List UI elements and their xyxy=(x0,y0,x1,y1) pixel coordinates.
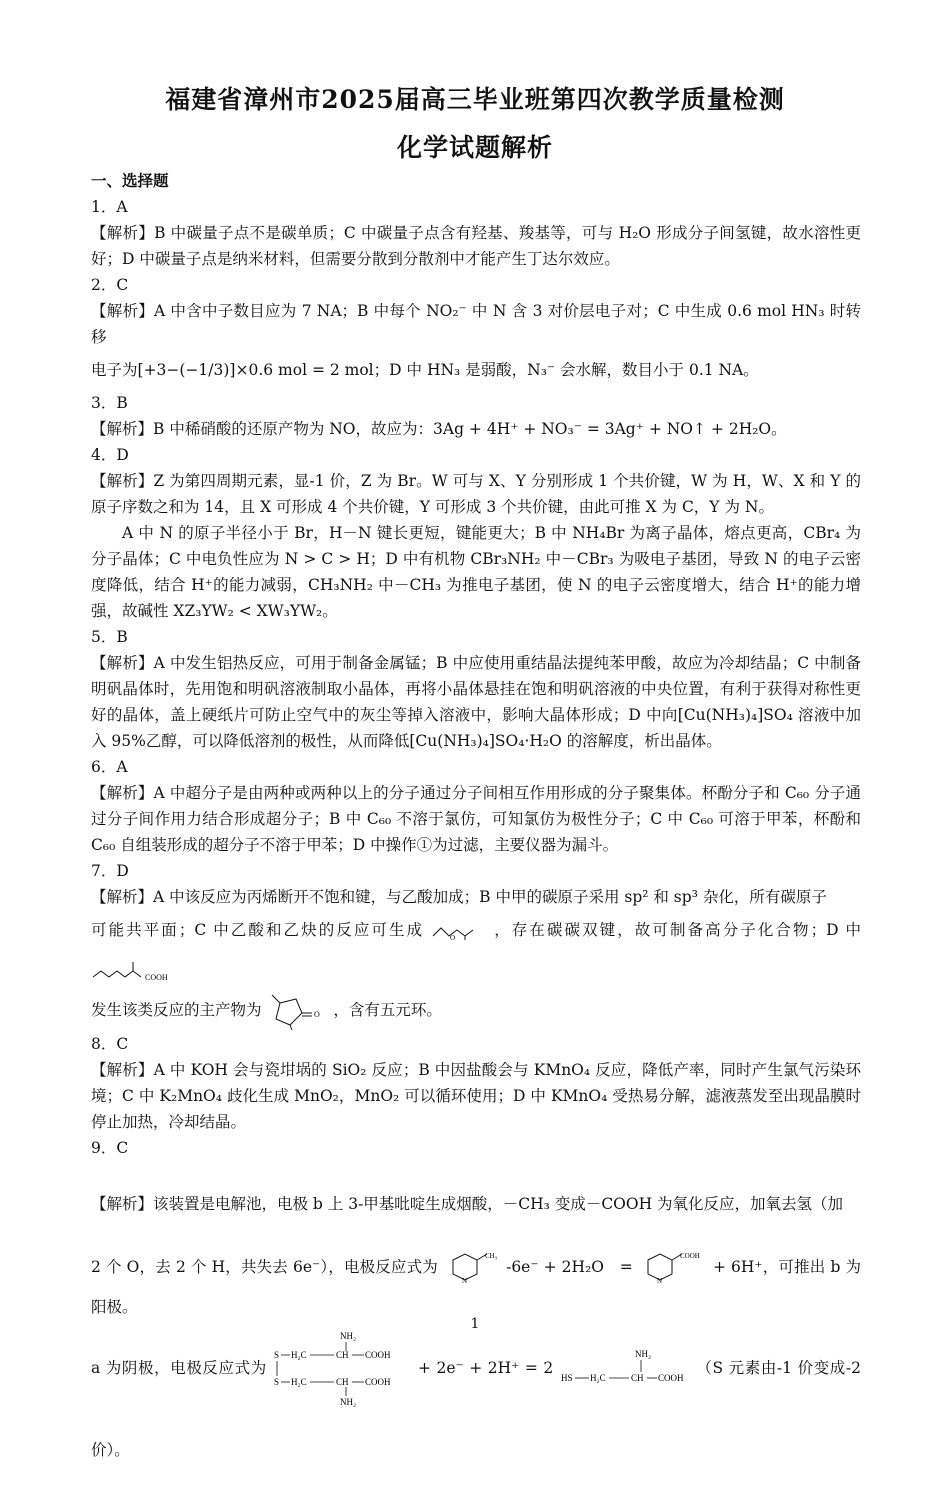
q9-b1: 2 个 O，去 2 个 H，共失去 6e⁻），电极反应式为 xyxy=(91,1258,438,1276)
question-8-answer: 8．C xyxy=(91,1035,129,1053)
nicotinic-n-label: N xyxy=(656,1277,662,1285)
pyridine-n-label: N xyxy=(461,1277,468,1285)
question-9-explanation-c xyxy=(91,1327,861,1491)
cystine-s-bottom: S xyxy=(274,1377,280,1387)
section-heading: 一、选择题 xyxy=(91,171,169,190)
cystine-cooh-bottom: COOH xyxy=(365,1377,391,1387)
carboxyl-label: COOH xyxy=(679,1252,700,1260)
question-4-explanation-2: A 中 N 的原子半径小于 Br，H－N 键长更短，键能更大；B 中 NH₄Br 为离子晶体，熔点更高，CBr₄ 为分子晶体；C 中电负性应为 N > C > H；D 中有机物 CBr₃NH₂ 中－CBr₃ 为吸电子基团，导致 N 的电子云密度降低，结合 H⁺的能力减弱，CH₃NH₂ 中－CH₃ 为推电子基团，使 N 的电子云密度增大，结合 H⁺的能力增强，故碱性 XZ₃YW₂ < XW₃YW₂。 xyxy=(91,524,861,620)
cystine-h2c-bottom: H₂C xyxy=(291,1377,308,1387)
document-title: 福建省漳州市2025届高三毕业班第四次教学质量检测 xyxy=(165,85,785,114)
cooh-label: COOH xyxy=(145,973,168,982)
question-3-explanation: 【解析】B 中稀硝酸的还原产物为 NO，故应为：3Ag + 4H⁺ + NO₃⁻ = 3Ag⁺ + NO↑ + 2H₂O。 xyxy=(91,420,787,438)
question-1-answer: 1．A xyxy=(91,198,128,216)
q9-c1: a 为阴极，电极反应式为 xyxy=(91,1359,267,1377)
q2-prefix: 电子为 xyxy=(91,361,138,379)
cysteine-cooh: COOH xyxy=(657,1373,684,1383)
cystine-nh2-top: NH₂ xyxy=(340,1331,357,1341)
page-number: 1 xyxy=(470,1316,480,1332)
q7-c2: ，含有五元环。 xyxy=(333,1001,442,1019)
q2-suffix: ；D 中 HN₃ 是弱酸，N₃⁻ 会水解，数目小于 0.1 NA。 xyxy=(373,361,759,379)
cystine-s-top: S xyxy=(274,1350,280,1360)
cysteine-nh2: NH₂ xyxy=(634,1349,651,1359)
q9-c2: + 2e⁻ + 2H⁺ = 2 xyxy=(417,1359,554,1377)
vinyl-acetate-o-label: O xyxy=(450,934,456,942)
question-9-explanation-a: 【解析】该装置是电解池，电极 b 上 3-甲基吡啶生成烟酸，－CH₃ 变成－COOH 为氧化反应，加氧去氢（加 xyxy=(91,1195,844,1213)
methylpyridine-structure xyxy=(443,1250,501,1286)
q7-b1: 可能共平面；C 中乙酸和乙炔的反应可生成 xyxy=(91,921,425,939)
question-2-explanation-a: 【解析】A 中含中子数目应为 7 NA；B 中每个 NO₂⁻ 中 N 含 3 对价层电子对；C 中生成 0.6 mol HN₃ 时转移 xyxy=(91,302,861,346)
question-9-explanation-b xyxy=(91,1247,861,1327)
question-6-answer: 6．A xyxy=(91,758,128,776)
question-8-explanation: 【解析】A 中 KOH 会与瓷坩埚的 SiO₂ 反应；B 中因盐酸会与 KMnO₄ 反应，降低产率，同时产生氯气污染环境；C 中 K₂MnO₄ 歧化生成 MnO₂，MnO₂ 可以循环使用；D 中 KMnO₄ 受热易分解，滤液蒸发至出现晶膜时停止加热，冷却结晶。 xyxy=(91,1061,861,1131)
q9-c3: （S 元素由-1 价变成-2 价）。 xyxy=(91,1359,861,1459)
cystine-structure xyxy=(272,1329,412,1409)
cystine-nh2-bottom: NH₂ xyxy=(340,1397,357,1407)
question-4-explanation: 【解析】Z 为第四周期元素，显-1 价，Z 为 Br。W 可与 X、Y 分别形成 1 个共价键，W 为 H，W、X 和 Y 的原子序数之和为 14，且 X 可形成 4 个共价键，Y 可形成 3 个共价键，由此可推 X 为 C，Y 为 N。 xyxy=(91,472,861,516)
q7-c1: 发生该类反应的主产物为 xyxy=(91,1001,262,1019)
cysteine-structure xyxy=(559,1347,691,1391)
q9-b2: -6e⁻ + 2H₂O = xyxy=(506,1258,633,1276)
cystine-ch-bottom: CH xyxy=(336,1377,349,1387)
lactone-structure xyxy=(266,991,328,1031)
question-7-answer: 7．D xyxy=(91,862,129,880)
question-7-explanation-c xyxy=(91,990,861,1031)
cystine-cooh-top: COOH xyxy=(365,1350,391,1360)
question-9-answer: 9．C xyxy=(91,1139,129,1157)
document-subtitle: 化学试题解析 xyxy=(396,133,553,162)
q2-formula: [+3−(−1/3)]×0.6 mol = 2 mol xyxy=(137,361,374,379)
cysteine-h2c: H₂C xyxy=(589,1373,606,1383)
cysteine-ch: CH xyxy=(630,1373,644,1383)
q7-b2: ，存在碳碳双键，故可制备高分子化合物；D 中 xyxy=(494,921,862,939)
question-6-explanation: 【解析】A 中超分子是由两种或两种以上的分子通过分子间相互作用形成的分子聚集体。杯酚分子和 C₆₀ 分子通过分子间作用力结合形成超分子；B 中 C₆₀ 不溶于氯仿，可知氯仿为极性分子；C 中 C₆₀ 可溶于甲苯，杯酚和 C₆₀ 自组装形成的超分子不溶于甲苯；D 中操作①为过滤，主要仪器为漏斗。 xyxy=(91,784,861,854)
content-body xyxy=(91,168,861,1491)
unsaturated-acid-structure xyxy=(91,959,183,983)
methyl-label: CH₃ xyxy=(484,1252,498,1260)
question-3-answer: 3．B xyxy=(91,394,128,412)
cystine-ch-top: CH xyxy=(336,1350,349,1360)
question-7-explanation-a: 【解析】A 中该反应为丙烯断开不饱和键，与乙酸加成；B 中甲的碳原子采用 sp² 和 sp³ 杂化，所有碳原子 xyxy=(91,888,827,906)
question-1-explanation: 【解析】B 中碳量子点不是碳单质；C 中碳量子点含有羟基、羧基等，可与 H₂O 形成分子间氢键，故水溶性更好；D 中碳量子点是纳米材料，但需要分散到分散剂中才能产生丁达尔效应。 xyxy=(91,224,861,268)
question-2-explanation-b xyxy=(91,350,861,390)
cystine-h2c-top: H₂C xyxy=(291,1350,308,1360)
lactone-carbonyl-o: O xyxy=(314,1010,321,1019)
cysteine-hs: HS xyxy=(560,1373,573,1383)
nicotinic-acid-structure xyxy=(638,1250,708,1286)
question-5-explanation: 【解析】A 中发生铝热反应，可用于制备金属锰；B 中应使用重结晶法提纯苯甲酸，故应为冷却结晶；C 中制备明矾晶体时，先用饱和明矾溶液制取小晶体，再将小晶体悬挂在饱和明矾溶液的中央位置，有利于获得对称性更好的晶体，盖上硬纸片可防止空气中的灰尘等掉入溶液中，影响大晶体形成；D 中向[Cu(NH₃)₄]SO₄ 溶液中加入 95%乙醇，可以降低溶剂的极性，从而降低[Cu(NH₃)₄]SO₄·H₂O 的溶解度，析出晶体。 xyxy=(91,654,861,750)
question-5-answer: 5．B xyxy=(91,628,128,646)
question-2-answer: 2．C xyxy=(91,276,129,294)
q9-b3: + 6H⁺，可推出 b 为阳极。 xyxy=(91,1258,861,1316)
question-4-answer: 4．D xyxy=(91,446,129,464)
vinyl-acetate-structure xyxy=(431,920,487,942)
question-7-explanation-b xyxy=(91,910,861,990)
